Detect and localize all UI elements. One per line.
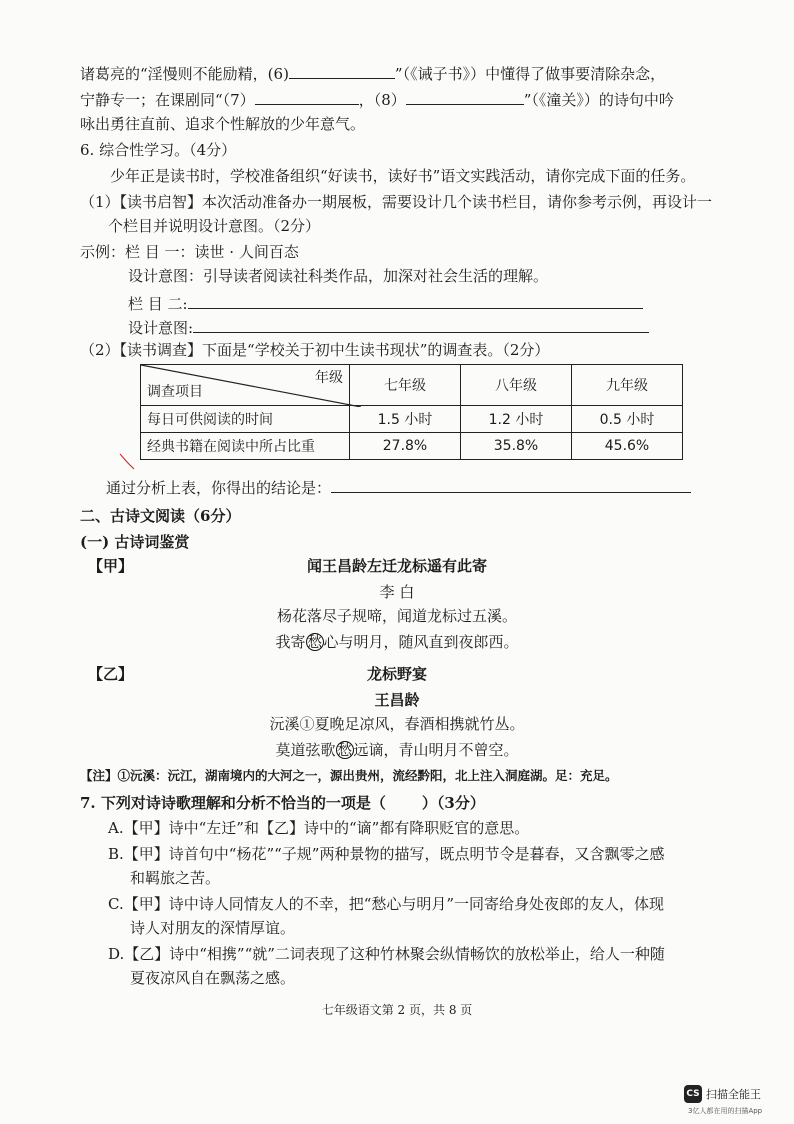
header-item-label: 调查项目: [147, 384, 203, 400]
q6-title: 6. 综合性学习。（4分）: [80, 141, 237, 159]
example-column-1: 示例：栏 目 一：读世 · 人间百态: [80, 243, 299, 261]
row-label: 每日可供阅读的时间: [141, 406, 350, 433]
q7-option-d-line-2: 夏夜凉风自在飘荡之感。: [130, 969, 296, 987]
poem-a-tag: 【甲】: [88, 557, 134, 575]
q6-part2: （2）【读书调查】下面是“学校关于初中生读书现状”的调查表。（2分）: [80, 341, 550, 359]
q6-part1-line1: （1）【读书启智】本次活动准备办一期展板，需要设计几个读书栏目，请你参考示例，再设计一: [80, 193, 713, 211]
grade-8-header: 八年级: [461, 365, 572, 406]
table-cell: 1.5 小时: [350, 406, 461, 433]
poem-b-tag: 【乙】: [88, 665, 134, 683]
conclusion-answer-line[interactable]: [331, 476, 691, 493]
poem-a-line-1: 杨花落尽子规啼，闻道龙标过五溪。: [276, 607, 517, 625]
q5-line-3: 咏出勇往直前、追求个性解放的少年意气。: [80, 115, 366, 133]
q5-line-1: 诸葛亮的“淫慢则不能励精，(6) ”（《诫子书》）中懂得了做事要清除杂念，: [80, 62, 665, 84]
q5-line-2: 宁静专一；在课剧同“（7） ，（8） ”（《潼关》）的诗句中吟: [80, 88, 674, 110]
grade-7-header: 七年级: [350, 365, 461, 406]
camscanner-logo-icon: CS: [684, 1085, 702, 1103]
grade-9-header: 九年级: [572, 365, 683, 406]
q7-option-c-line-2: 诗人对朋友的深情厚谊。: [130, 919, 296, 937]
header-grade-label: 年级: [315, 370, 343, 386]
page-footer: 七年级语文第 2 页，共 8 页: [321, 1003, 473, 1017]
q7-option-b-line-1[interactable]: B.【甲】诗首句中“杨花”“子规”两种景物的描写，既点明节令是暮春，又含飘零之感: [108, 845, 665, 863]
poem-b-author: 王昌龄: [374, 691, 420, 709]
poem-a-title: 闻王昌龄左迁龙标遥有此寄: [306, 557, 487, 575]
column-2-row: 栏 目 二:: [128, 292, 643, 314]
intent-row: 设计意图:: [128, 316, 649, 338]
poem-b-line-2: 莫道弦歌愁 远谪，青山明月不曾空。: [275, 741, 519, 759]
table-cell: 1.2 小时: [461, 406, 572, 433]
answer-blank-7[interactable]: [255, 88, 359, 105]
q7-option-c-line-1[interactable]: C.【甲】诗中诗人同情友人的不幸，把“愁心与明月”一同寄给身处夜郎的友人，体现: [108, 895, 665, 913]
table-cell: 35.8%: [461, 433, 572, 460]
example-design-intent: 设计意图：引导读者阅读社科类作品，加深对社会生活的理解。: [128, 267, 549, 285]
q6-intro: 少年正是读书时，学校准备组织“好读书，读好书”语文实践活动，请你完成下面的任务。: [110, 167, 696, 185]
column-2-answer-line[interactable]: [188, 292, 643, 309]
design-intent-answer-line[interactable]: [193, 316, 649, 333]
q7-option-a[interactable]: A.【甲】诗中“左迁”和【乙】诗中的“谪”都有降职贬官的意思。: [108, 819, 530, 837]
poem-note: 【注】①沅溪：沅江，湖南境内的大河之一，源出贵州，流经黔阳，北上注入洞庭湖。足：充足。: [80, 768, 618, 783]
poem-b-title: 龙标野宴: [366, 665, 427, 683]
q7-stem: 7. 下列对诗诗歌理解和分析不恰当的一项是（ ）（3分）: [80, 794, 485, 812]
survey-table: [140, 364, 683, 460]
scanner-watermark: [684, 1085, 761, 1103]
table-cell: 0.5 小时: [572, 406, 683, 433]
table-row: [141, 406, 683, 433]
survey-header-row: [141, 365, 683, 406]
q7-option-d-line-1[interactable]: D.【乙】诗中“相携”“就”二词表现了这种竹林聚会纵情畅饮的放松举止，给人一种随: [108, 945, 665, 963]
pen-mark-icon: [118, 452, 138, 472]
poem-a-author: 李 白: [379, 583, 415, 601]
q6-part1-line2: 个栏目并说明设计意图。（2分）: [108, 217, 321, 235]
diagonal-header-cell: [141, 365, 350, 406]
row-label: 经典书籍在阅读中所占比重: [141, 433, 350, 460]
conclusion-row: 通过分析上表，你得出的结论是：: [106, 476, 691, 498]
section-2-subtitle: (一) 古诗词鉴赏: [80, 533, 190, 551]
scanner-tagline: 3亿人都在用的扫描App: [688, 1107, 763, 1115]
circled-char: 愁: [306, 633, 322, 651]
q7-answer-slot[interactable]: [386, 792, 422, 808]
poem-a-line-2: 我寄愁 心与明月，随风直到夜郎西。: [275, 633, 519, 651]
answer-blank-8[interactable]: [406, 88, 524, 105]
table-row: [141, 433, 683, 460]
scanner-app-name: 扫描全能王: [706, 1088, 761, 1101]
footnote-marker: ①: [299, 715, 315, 733]
poem-b-line-1: 沅溪①夏晚足凉风，春酒相携就竹丛。: [269, 715, 525, 733]
answer-blank-6[interactable]: [289, 62, 395, 79]
q7-option-b-line-2: 和羁旅之苦。: [130, 869, 221, 887]
table-cell: 45.6%: [572, 433, 683, 460]
table-cell: 27.8%: [350, 433, 461, 460]
circled-char: 愁: [336, 741, 352, 759]
section-2-title: 二、古诗文阅读（6分）: [80, 507, 241, 525]
